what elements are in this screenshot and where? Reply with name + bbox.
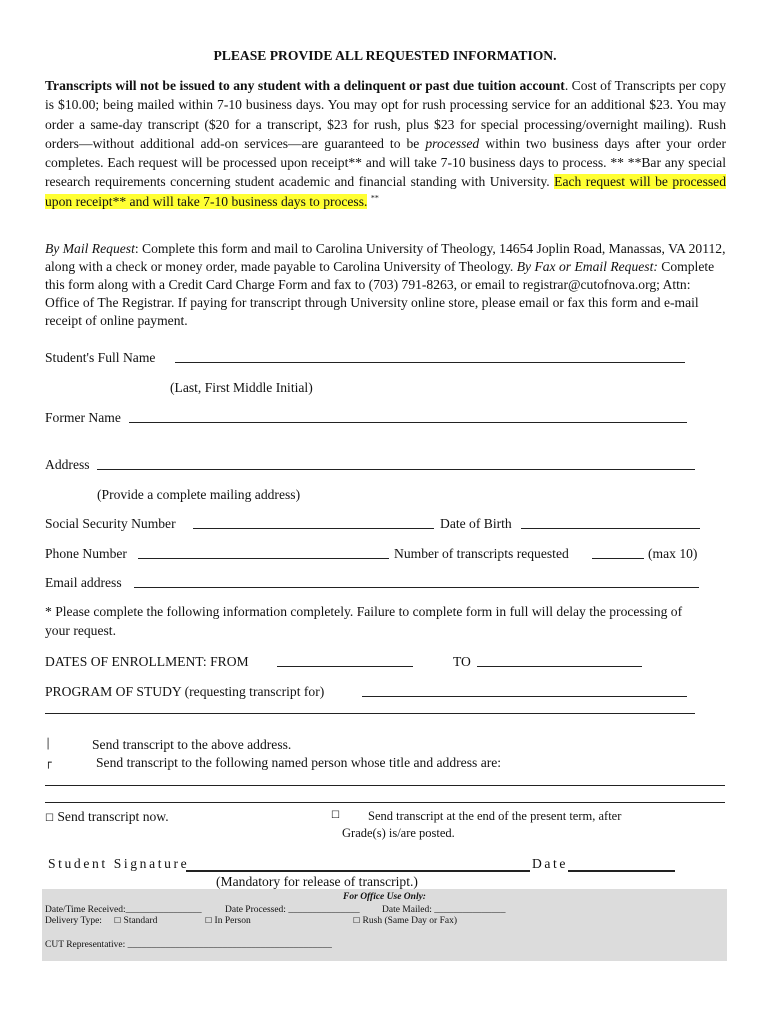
intro-text-1: . Cost of Transcripts per copy is $10.00; being mailed within 7-10 business days. You may opt for rush processing service for an additional $23. You may order a same-day transcript ($20 for a transcript, $23 for rush, plus $23 for special processing/overnight mailing). Rush orders—without additional add-on services—are guaranteed to be — [45, 78, 727, 151]
send-end-term-checkbox[interactable]: ☐ — [331, 810, 340, 821]
dob-field[interactable] — [521, 528, 700, 529]
rush-checkbox: ☐ — [353, 916, 361, 925]
office-use-box — [42, 889, 727, 961]
completion-note: * Please complete the following information completely. Failure to complete form in full will delay the processing of your request. — [45, 604, 683, 639]
intro-sup: ** — [370, 193, 379, 203]
send-named-label: Send transcript to the following named person whose title and address are: — [96, 755, 502, 770]
intro-highlight: Each request will be processed upon receipt** and will take 7-10 business days to process. — [45, 174, 727, 209]
num-transcripts-field[interactable] — [592, 558, 644, 559]
office-received: Date/Time Received:________________ — [45, 905, 202, 915]
mail-label: By Mail Request — [45, 241, 135, 256]
fax-label: By Fax or Email Request: — [516, 259, 658, 274]
intro-text-2: within two business days after your order completes. Each request will be processed upon receipt** and will take 7-10 business days to process. ** **Bar any special research requirements concerning student academic and financial standing with University. — [45, 135, 727, 190]
office-delivery-label: Delivery Type: — [45, 916, 102, 926]
office-in-person-option — [205, 915, 251, 927]
office-representative: CUT Representative: ___________________________________________ — [45, 940, 332, 950]
intro-bold-lead: Transcripts will not be issued to any student with a delinquent or past due tuition account — [45, 78, 565, 93]
num-transcripts-max: (max 10) — [648, 546, 698, 561]
office-standard-option — [114, 915, 157, 927]
in-person-checkbox: ☐ — [205, 916, 213, 925]
send-end-term-line-1: Send transcript at the end of the present term, after — [368, 809, 622, 823]
intro-paragraph — [45, 76, 726, 211]
ssn-label: Social Security Number — [45, 516, 176, 531]
office-mailed: Date Mailed: _______________ — [382, 905, 506, 915]
signature-date-field[interactable] — [568, 870, 675, 872]
num-transcripts-label: Number of transcripts requested — [394, 546, 569, 561]
program-label: PROGRAM OF STUDY (requesting transcript for) — [45, 684, 325, 699]
send-above-checkbox[interactable]: │ — [45, 739, 52, 750]
former-name-field[interactable] — [129, 422, 687, 423]
mail-paragraph — [45, 240, 726, 330]
address-field[interactable] — [97, 469, 695, 470]
recipient-line-1[interactable] — [45, 785, 725, 786]
full-name-hint: (Last, First Middle Initial) — [170, 380, 313, 395]
send-now-label: Send transcript now. — [57, 809, 169, 824]
office-rush-option — [353, 915, 457, 927]
full-name-field[interactable] — [175, 362, 685, 363]
dates-label: DATES OF ENROLLMENT: FROM — [45, 654, 249, 669]
address-label: Address — [45, 457, 90, 472]
phone-field[interactable] — [138, 558, 389, 559]
send-now-option[interactable] — [45, 807, 169, 828]
send-end-term-label — [342, 808, 622, 842]
dob-label: Date of Birth — [440, 516, 512, 531]
send-end-term-line-2: Grade(s) is/are posted. — [342, 826, 455, 840]
full-name-label: Student's Full Name — [45, 350, 156, 365]
page-title: PLEASE PROVIDE ALL REQUESTED INFORMATION. — [213, 48, 557, 63]
standard-label: Standard — [123, 916, 158, 926]
former-name-label: Former Name — [45, 410, 121, 425]
program-field-line-2[interactable] — [45, 713, 695, 714]
address-hint: (Provide a complete mailing address) — [97, 487, 301, 502]
send-above-label: Send transcript to the above address. — [92, 737, 292, 752]
program-field[interactable] — [362, 696, 687, 697]
mail-text: : Complete this form and mail to Carolina University of Theology, 14654 Joplin Road, Manassas, VA 20112, along with a check or money order, made payable to Carolina University of Theology. — [45, 241, 726, 274]
standard-checkbox: ☐ — [114, 916, 122, 925]
email-label: Email address — [45, 575, 122, 590]
intro-italic-word: processed — [425, 135, 480, 151]
send-named-checkbox[interactable]: ┌ — [45, 756, 52, 769]
send-now-checkbox[interactable]: ☐ — [45, 813, 54, 824]
ssn-field[interactable] — [193, 528, 434, 529]
office-title: For Office Use Only: — [343, 892, 426, 902]
fax-text: Complete this form along with a Credit Card Charge Form and fax to (703) 791-8263, or email to registrar@cutofnova.org; Attn: Office of The Registrar. If paying for transcript through University online store, please email or fax this form and e-mail receipt of online payment. — [45, 259, 715, 328]
in-person-label: In Person — [214, 916, 251, 926]
rush-label: Rush (Same Day or Fax) — [362, 916, 458, 926]
recipient-line-2[interactable] — [45, 802, 725, 803]
signature-label: Student Signature — [48, 856, 190, 871]
date-to-field[interactable] — [477, 666, 642, 667]
signature-note: (Mandatory for release of transcript.) — [216, 874, 418, 889]
date-label: Date — [532, 856, 569, 871]
office-processed: Date Processed: _______________ — [225, 905, 360, 915]
phone-label: Phone Number — [45, 546, 127, 561]
date-from-field[interactable] — [277, 666, 413, 667]
to-label: TO — [453, 654, 471, 669]
email-field[interactable] — [134, 587, 699, 588]
